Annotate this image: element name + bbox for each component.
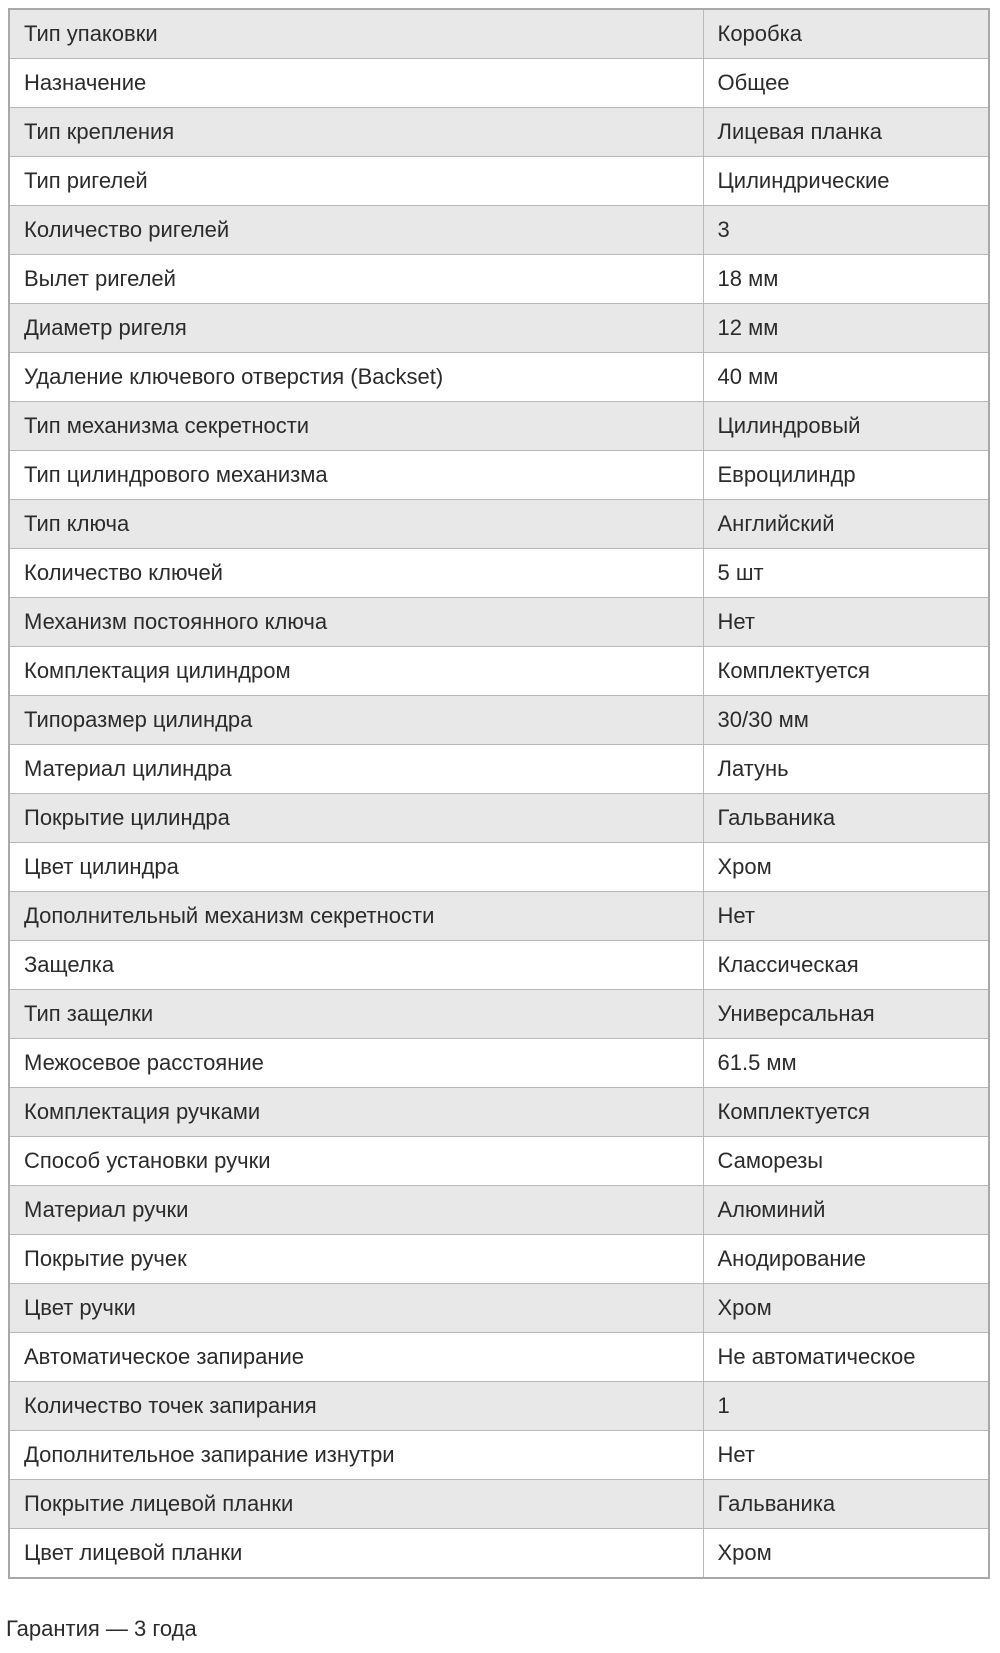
- table-row: [9, 794, 989, 843]
- table-row: [9, 1186, 989, 1235]
- spec-value-cell: Анодирование: [703, 1235, 989, 1284]
- spec-name-cell: Механизм постоянного ключа: [9, 598, 703, 647]
- spec-value-cell: Хром: [703, 1529, 989, 1579]
- table-row: [9, 696, 989, 745]
- spec-name-cell: Комплектация цилиндром: [9, 647, 703, 696]
- spec-value-cell: 18 мм: [703, 255, 989, 304]
- table-row: [9, 9, 989, 59]
- spec-value-cell: Алюминий: [703, 1186, 989, 1235]
- table-row: [9, 304, 989, 353]
- spec-name-cell: Покрытие лицевой планки: [9, 1480, 703, 1529]
- spec-value-cell: Цилиндрические: [703, 157, 989, 206]
- spec-value-cell: 1: [703, 1382, 989, 1431]
- table-row: [9, 402, 989, 451]
- spec-name-cell: Автоматическое запирание: [9, 1333, 703, 1382]
- table-row: [9, 157, 989, 206]
- spec-value-cell: Не автоматическое: [703, 1333, 989, 1382]
- table-row: [9, 1382, 989, 1431]
- table-row: [9, 1137, 989, 1186]
- spec-value-cell: Комплектуется: [703, 1088, 989, 1137]
- table-row: [9, 647, 989, 696]
- spec-value-cell: Универсальная: [703, 990, 989, 1039]
- table-row: [9, 598, 989, 647]
- spec-name-cell: Покрытие ручек: [9, 1235, 703, 1284]
- table-row: [9, 108, 989, 157]
- warranty-note: Гарантия — 3 года: [6, 1616, 197, 1641]
- spec-name-cell: Дополнительное запирание изнутри: [9, 1431, 703, 1480]
- spec-value-cell: Гальваника: [703, 794, 989, 843]
- spec-name-cell: Межосевое расстояние: [9, 1039, 703, 1088]
- table-row: [9, 1480, 989, 1529]
- spec-name-cell: Тип упаковки: [9, 9, 703, 59]
- spec-name-cell: Тип защелки: [9, 990, 703, 1039]
- spec-name-cell: Количество ригелей: [9, 206, 703, 255]
- spec-value-cell: Латунь: [703, 745, 989, 794]
- table-row: [9, 941, 989, 990]
- spec-name-cell: Защелка: [9, 941, 703, 990]
- spec-name-cell: Количество точек запирания: [9, 1382, 703, 1431]
- table-row: [9, 843, 989, 892]
- table-row: [9, 255, 989, 304]
- table-row: [9, 353, 989, 402]
- spec-name-cell: Материал цилиндра: [9, 745, 703, 794]
- spec-value-cell: Общее: [703, 59, 989, 108]
- spec-name-cell: Дополнительный механизм секретности: [9, 892, 703, 941]
- table-row: [9, 1431, 989, 1480]
- spec-value-cell: 61.5 мм: [703, 1039, 989, 1088]
- spec-name-cell: Покрытие цилиндра: [9, 794, 703, 843]
- spec-name-cell: Удаление ключевого отверстия (Backset): [9, 353, 703, 402]
- spec-name-cell: Цвет ручки: [9, 1284, 703, 1333]
- spec-name-cell: Материал ручки: [9, 1186, 703, 1235]
- table-row: [9, 451, 989, 500]
- table-row: [9, 1284, 989, 1333]
- table-row: [9, 549, 989, 598]
- spec-name-cell: Назначение: [9, 59, 703, 108]
- spec-value-cell: 30/30 мм: [703, 696, 989, 745]
- spec-name-cell: Цвет цилиндра: [9, 843, 703, 892]
- table-row: [9, 892, 989, 941]
- table-row: [9, 500, 989, 549]
- spec-value-cell: 12 мм: [703, 304, 989, 353]
- specifications-table-body: [9, 9, 989, 1578]
- spec-name-cell: Типоразмер цилиндра: [9, 696, 703, 745]
- spec-value-cell: Нет: [703, 598, 989, 647]
- spec-value-cell: Английский: [703, 500, 989, 549]
- spec-name-cell: Комплектация ручками: [9, 1088, 703, 1137]
- spec-value-cell: Нет: [703, 892, 989, 941]
- spec-value-cell: Саморезы: [703, 1137, 989, 1186]
- spec-name-cell: Количество ключей: [9, 549, 703, 598]
- table-row: [9, 745, 989, 794]
- table-row: [9, 1333, 989, 1382]
- spec-name-cell: Диаметр ригеля: [9, 304, 703, 353]
- spec-value-cell: 5 шт: [703, 549, 989, 598]
- spec-name-cell: Тип механизма секретности: [9, 402, 703, 451]
- spec-value-cell: 40 мм: [703, 353, 989, 402]
- table-row: [9, 1235, 989, 1284]
- spec-name-cell: Тип ключа: [9, 500, 703, 549]
- spec-name-cell: Вылет ригелей: [9, 255, 703, 304]
- spec-name-cell: Тип цилиндрового механизма: [9, 451, 703, 500]
- table-row: [9, 1529, 989, 1579]
- spec-value-cell: Цилиндровый: [703, 402, 989, 451]
- spec-value-cell: 3: [703, 206, 989, 255]
- table-row: [9, 206, 989, 255]
- specifications-table: [8, 8, 990, 1579]
- spec-name-cell: Тип ригелей: [9, 157, 703, 206]
- spec-value-cell: Коробка: [703, 9, 989, 59]
- table-row: [9, 1088, 989, 1137]
- spec-value-cell: Лицевая планка: [703, 108, 989, 157]
- table-row: [9, 1039, 989, 1088]
- spec-value-cell: Нет: [703, 1431, 989, 1480]
- spec-value-cell: Хром: [703, 1284, 989, 1333]
- table-row: [9, 59, 989, 108]
- spec-name-cell: Цвет лицевой планки: [9, 1529, 703, 1579]
- spec-name-cell: Тип крепления: [9, 108, 703, 157]
- spec-value-cell: Комплектуется: [703, 647, 989, 696]
- spec-value-cell: Гальваника: [703, 1480, 989, 1529]
- spec-value-cell: Хром: [703, 843, 989, 892]
- table-row: [9, 990, 989, 1039]
- spec-name-cell: Способ установки ручки: [9, 1137, 703, 1186]
- spec-value-cell: Евроцилиндр: [703, 451, 989, 500]
- spec-value-cell: Классическая: [703, 941, 989, 990]
